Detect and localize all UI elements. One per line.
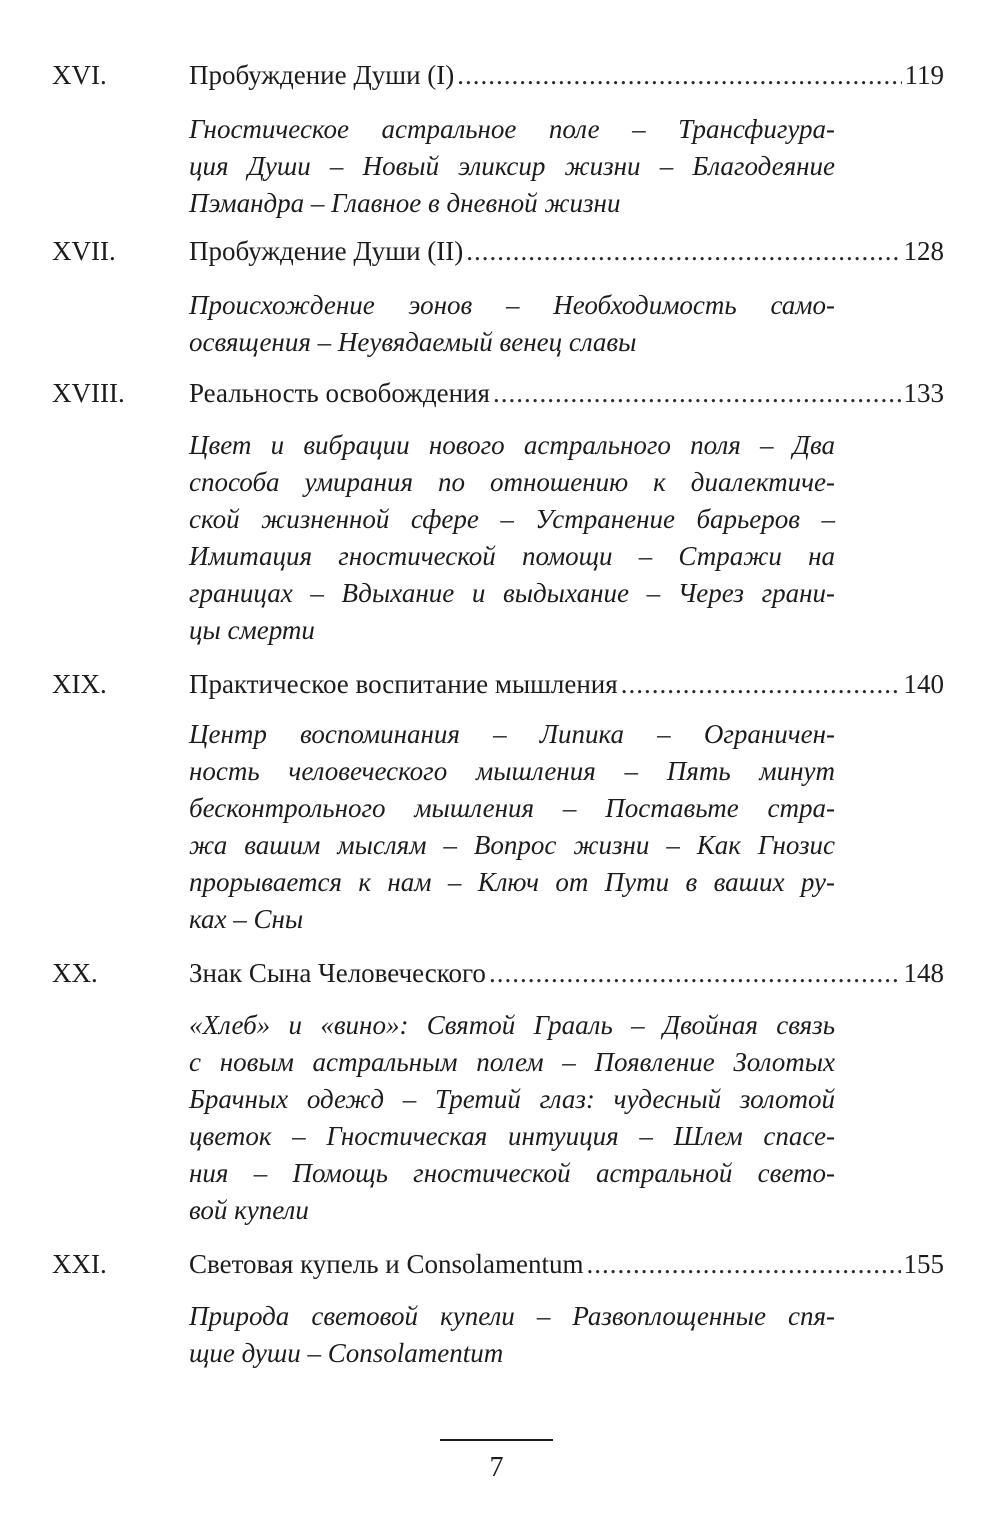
page-number: 7 — [489, 1452, 504, 1483]
summary-line: Имитация гностической помощи – Стражи на — [189, 541, 835, 571]
summary-line: «Хлеб» и «вино»: Святой Грааль – Двойная связь — [189, 1010, 835, 1040]
chapter-title: Реальность освобождения — [189, 378, 490, 408]
chapter-number: XXI. — [52, 1249, 107, 1279]
chapter-page-number: 148 — [903, 958, 944, 988]
leader-dots — [586, 1246, 900, 1282]
chapter-summary — [189, 1298, 835, 1372]
summary-line: Гностическое астральное поле – Трансфигура- — [189, 114, 835, 144]
chapter-title: Световая купель и Consolamentum — [189, 1249, 584, 1279]
chapter-page-number: 140 — [903, 669, 944, 699]
chapter-summary — [189, 427, 835, 649]
footer-rule — [440, 1439, 553, 1441]
chapter-number: XVI. — [52, 60, 107, 90]
chapter-summary — [189, 111, 835, 222]
chapter-number: XVII. — [52, 236, 116, 266]
summary-line: прорывается к нам – Ключ от Пути в ваших ру- — [189, 867, 835, 897]
summary-line: с новым астральным полем – Появление Золотых — [189, 1047, 835, 1077]
chapter-heading-row — [189, 233, 944, 269]
chapter-heading-row — [189, 666, 944, 702]
summary-line: Природа световой купели – Развоплощенные спя- — [189, 1301, 835, 1331]
chapter-heading-row — [189, 955, 944, 991]
chapter-summary — [189, 287, 835, 361]
chapter-title: Пробуждение Души (II) — [189, 236, 464, 266]
leader-dots — [466, 233, 900, 269]
chapter-title: Практическое воспитание мышления — [189, 669, 618, 699]
chapter-number: XIX. — [52, 669, 107, 699]
chapter-summary — [189, 1007, 835, 1229]
summary-line: Брачных одежд – Третий глаз: чудесный золотой — [189, 1084, 835, 1114]
summary-line: границах – Вдыхание и выдыхание – Через грани- — [189, 578, 835, 608]
chapter-title: Пробуждение Души (I) — [189, 60, 455, 90]
chapter-title: Знак Сына Человеческого — [189, 958, 486, 988]
chapter-heading-row — [189, 375, 944, 411]
chapter-heading-row — [189, 1246, 944, 1282]
summary-line: цы смерти — [189, 615, 315, 645]
summary-line: ция Души – Новый эликсир жизни – Благодеяние — [189, 151, 835, 181]
summary-line: бесконтрольного мышления – Поставьте стра- — [189, 793, 835, 823]
chapter-page-number: 128 — [903, 236, 944, 266]
chapter-summary — [189, 716, 835, 938]
summary-line: способа умирания по отношению к диалектиче- — [189, 467, 835, 497]
leader-dots — [489, 955, 901, 991]
summary-line: Происхождение эонов – Необходимость само- — [189, 290, 835, 320]
summary-line: жа вашим мыслям – Вопрос жизни – Как Гнозис — [189, 830, 835, 860]
summary-line: Пэмандра – Главное в дневной жизни — [189, 188, 621, 218]
summary-line: ках – Сны — [189, 904, 304, 934]
summary-line: ния – Помощь гностической астральной свето- — [189, 1158, 835, 1188]
summary-line: Цвет и вибрации нового астрального поля – Два — [189, 430, 835, 460]
chapter-heading-row — [189, 57, 944, 93]
chapter-number: XVIII. — [52, 378, 125, 408]
summary-line: освящения – Неувядаемый венец славы — [189, 327, 637, 357]
summary-line: Центр воспоминания – Липика – Ограничен- — [189, 719, 835, 749]
summary-line: ской жизненной сфере – Устранение барьеров – — [189, 504, 835, 534]
leader-dots — [457, 57, 901, 93]
chapter-page-number: 133 — [903, 378, 944, 408]
chapter-page-number: 155 — [903, 1249, 944, 1279]
chapter-page-number: 119 — [904, 60, 944, 90]
chapter-number: XX. — [52, 958, 98, 988]
summary-line: ность человеческого мышления – Пять минут — [189, 756, 835, 786]
leader-dots — [621, 666, 901, 702]
summary-line: вой купели — [189, 1195, 309, 1225]
leader-dots — [493, 375, 901, 411]
summary-line: щие души – Consolamentum — [189, 1338, 504, 1368]
summary-line: цветок – Гностическая интуиция – Шлем спасе- — [189, 1121, 835, 1151]
